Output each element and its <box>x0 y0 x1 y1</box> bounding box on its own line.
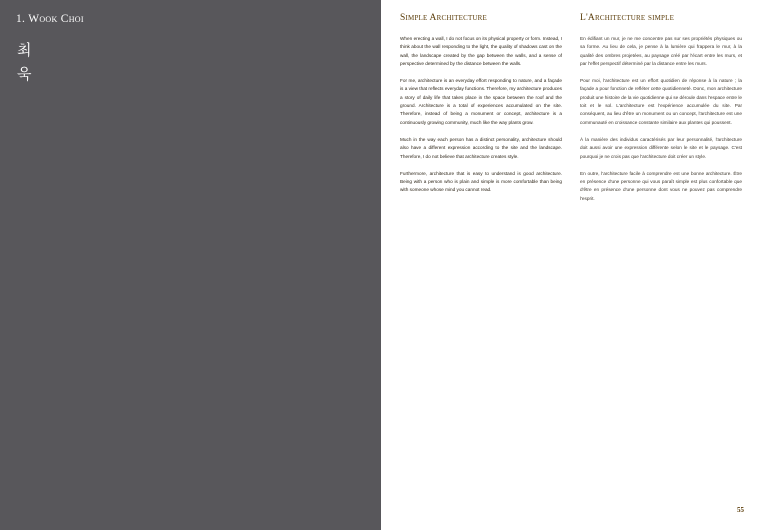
text-page <box>381 0 760 530</box>
author-title: 1. Wook Choi <box>16 13 84 25</box>
english-paragraph-3: Much in the way each person has a distinct personality, architecture should also have a different expression according to the site and the landscape. Therefore, I do not believe that architecture creates style. <box>400 136 562 159</box>
english-column <box>400 13 562 204</box>
french-paragraph-2: Pour moi, l'architecture est un effort quotidien de réponse à la nature ; la façade a pour fonction de refléter cette quotidienneté. Donc, mon architecture produit une histoire de la vie quotidienne qui se déroule dans l'espace entre le toit et le sol. L'architecture est l'expérience accumulée du site. Par conséquent, au lieu d'être un monument ou un concept, l'architecture est une communauté en croissance constante similaire aux plantes qui poussent. <box>580 78 742 125</box>
french-column <box>580 13 742 212</box>
english-paragraph-1: When erecting a wall, I do not focus on its physical property or form. Instead, I think about the wall responding to the light, the quality of shadows cast on the wall, the landscape created by the gap between the walls, and a sense of perspective determined by the distance between the walls. <box>400 36 562 66</box>
french-paragraph-3: À la manière des individus caractérisés par leur personnalité, l'architecture doit aussi avoir une expression différente selon le site et le paysage. C'est pourquoi je ne crois pas que l'architecture doit créer un style. <box>580 136 742 159</box>
english-paragraph-2: For me, architecture is an everyday effort responding to nature, and a façade is a view that reflects everyday functions. Therefore, my architecture produces a story of daily life that takes place in the space between the roof and the ground. Architecture is a total of experiences accumulated on the site. Therefore, instead of being a monument or concept, architecture is a continuously growing community, much like the way plants grow. <box>400 78 562 125</box>
french-paragraph-1: En édifiant un mur, je ne me concentre pas sur ses propriétés physiques ou sa forme. Au lieu de cela, je pense à la lumière qui frappera le mur, à la qualité des ombres projetées, au paysage créé par l'écart entre les murs, et par l'effet perspectif déterminé par la distance entre les murs. <box>580 36 742 66</box>
korean-char-2: 욱 <box>17 65 32 83</box>
korean-name <box>17 38 41 86</box>
korean-char-1: 최 <box>17 41 32 59</box>
french-heading: L'Architecture simple <box>580 13 675 23</box>
english-heading: Simple Architecture <box>400 13 488 23</box>
page-number: 55 <box>737 506 744 514</box>
english-paragraph-4: Furthermore, architecture that is easy to understand is good architecture. Being with a person who is plain and simple is more comfortable than being with someone whose mind you cannot read. <box>400 170 562 193</box>
french-paragraph-4: En outre, l'architecture facile à comprendre est une bonne architecture. Être en présence d'une personne qui vous paraît simple est plus confortable que d'être en présence d'une personne dont vous ne pouvez pas comprendre l'esprit. <box>580 170 742 201</box>
